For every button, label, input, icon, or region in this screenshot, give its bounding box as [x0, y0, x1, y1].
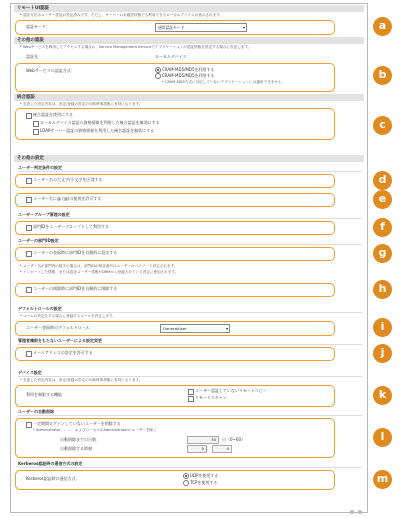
badge-b: b — [373, 66, 392, 85]
badge-f: f — [373, 218, 392, 237]
dept-auto-label: ユーザーの登録時に部門IDを自動的に設定する — [33, 250, 118, 255]
days-label: 自動削除までの日数： — [60, 437, 100, 442]
integrated-label: 統合認証を使用にする — [33, 112, 73, 117]
remote-ui-note: * 認証方法はユーザー認証が設定済みです。ただし、サーバーの未確認状態でも利用できるローカルデバイスが表示されます。 — [20, 13, 224, 17]
kerberos-udp-radio[interactable] — [183, 473, 189, 479]
autodel-note: * Administrator、……、およびローカルのAdministratorのユーザーを除く — [33, 428, 157, 432]
auth-mode-select[interactable]: 通常認証モード ▾ — [155, 23, 247, 32]
kerberos-subsection: Kerberos認証時の通信方式の設定 — [18, 461, 362, 468]
user-id-subsection: ユーザー判定条件の設定 — [18, 165, 362, 172]
badge-j: j — [373, 344, 392, 363]
default-role-label: ユーザー登録時のデフォルトロール： — [26, 325, 94, 330]
device-subsection: デバイス設定 — [18, 370, 362, 377]
group-label: 部門IDをユーザーグループとして利用する — [33, 224, 109, 229]
case-sensitive-checkbox[interactable] — [26, 178, 32, 184]
dept-delete-label: ユーザーの削除時に部門IDを自動的に削除する — [33, 286, 118, 291]
device-opt1-checkbox[interactable] — [188, 389, 194, 395]
device-note: * 変更した設定内容は、設定/登録の設定の反映時事項後に有効になります。 — [20, 378, 143, 382]
days-input[interactable]: 30 — [187, 436, 219, 444]
device-opt1-label: ユーザー認証していないリモートコピー — [195, 388, 267, 393]
kerberos-tcp-radio[interactable] — [183, 480, 189, 486]
badge-i: i — [373, 318, 392, 337]
kerberos-udp-label: UDPを使用する — [190, 473, 219, 478]
web-auth-opt1-label: CRAM-MD5/MD5を利用する — [162, 67, 215, 72]
autodel-label: 一定期間ログインしていないユーザーを削除する — [33, 421, 121, 426]
at-sign-checkbox[interactable] — [26, 197, 32, 203]
default-role-subsection: デフォルトロールの設定 — [18, 306, 362, 313]
kerberos-label: Kerberos認証時の通信方式： — [26, 476, 80, 481]
badge-m: m — [373, 470, 392, 489]
auth-mode-label: 認証モード： — [26, 24, 50, 29]
section-integrated-auth: 統合認証 — [14, 94, 364, 101]
integrated-sub2-label: LDAPサーバー認証の資格情報を利用した統合認証を無効にする — [40, 128, 155, 133]
badge-l: l — [373, 428, 392, 447]
group-subsection: ユーザーグループ管理の設定 — [18, 212, 362, 219]
integrated-checkbox[interactable] — [26, 113, 32, 119]
autodel-subsection: ユーザーの自動削除 — [18, 409, 362, 416]
integrated-note: * 変更した設定内容は、設定/登録の設定の反映時事項後に有効になります。 — [20, 102, 143, 106]
corner-dot-2 — [358, 510, 362, 514]
default-role-select[interactable]: GeneralUser ▾ — [160, 324, 230, 333]
device-label: 利用を制限する機能： — [26, 392, 66, 397]
dept-note-2: * インポートした情報、または認証ユーザー情報がDRMから登録されている設定に使用されます。 — [20, 270, 179, 274]
dept-auto-checkbox[interactable] — [26, 251, 32, 257]
time-minute-input[interactable]: 0 — [212, 445, 232, 453]
default-role-note: * ロールの設定をする場合に登録するロールを設定します。 — [20, 314, 116, 318]
admin-subsection: 管理者権限をもたないユーザーによる設定変更 — [18, 338, 362, 345]
device-opt2-checkbox[interactable] — [188, 396, 194, 402]
case-sensitive-label: ユーザー名の大文字/小文字を区別する — [33, 177, 103, 182]
section-remote-ui-auth: リモートUI認証 — [14, 5, 364, 12]
time-label: 自動削除する時刻： — [60, 446, 96, 451]
at-sign-label: ユーザー名に@ (@)の使用を許可する — [33, 196, 102, 201]
web-auth-radio-2[interactable] — [155, 73, 161, 79]
badge-c: c — [373, 116, 392, 135]
other-auth-note: * Webサービスを利用してアクセスする場合の、Service Management Serviceでアプリケーションが認証情報を設定する場合に変更します。 — [20, 45, 252, 49]
badge-e: e — [373, 190, 392, 209]
integrated-sub1-checkbox[interactable] — [33, 121, 39, 127]
device-opt2-label: リモートスキャン — [195, 395, 227, 400]
badge-h: h — [373, 280, 392, 299]
days-unit: 日（0~60） — [222, 437, 245, 442]
time-hour-input[interactable]: 0 — [187, 445, 207, 453]
badge-a: a — [373, 17, 392, 36]
dept-subsection: ユーザーの部門ID設定 — [18, 238, 362, 245]
corner-dot-1 — [350, 510, 354, 514]
section-other-auth: その他の認証 — [14, 37, 364, 44]
dept-delete-checkbox[interactable] — [26, 287, 32, 293]
web-auth-label: Webサービスの認証方式： — [26, 68, 75, 73]
dept-note-1: * ユーザー名が部門内の数字の場合は、部門IDの暗証番号はユーザーのパスワード設定されます。 — [20, 264, 178, 268]
auth-place-label: 認証先： — [26, 54, 42, 59]
section-other-settings: その他の設定 — [14, 155, 364, 162]
kerberos-tcp-label: TCPを使用する — [190, 480, 218, 485]
email-permit-label: メールアドレスの設定を許可する — [33, 350, 93, 355]
auth-place-value: ローカルデバイス — [155, 54, 187, 59]
email-permit-checkbox[interactable] — [26, 351, 32, 357]
integrated-sub2-checkbox[interactable] — [33, 129, 39, 135]
badge-k: k — [373, 386, 392, 405]
time-colon: : — [207, 446, 209, 451]
badge-d: d — [373, 171, 392, 190]
badge-g: g — [373, 244, 392, 263]
integrated-sub1-label: ローカルデバイス認証の資格情報を利用した統合認証を無効にする — [40, 120, 160, 125]
web-auth-opt-note: * CRAM-MD5方式に対応していないアプリケーションには適用できません。 — [162, 80, 286, 84]
autodel-checkbox[interactable] — [26, 422, 32, 428]
group-checkbox[interactable] — [26, 225, 32, 231]
web-auth-opt2-label: CRAM-MD5/MD5を利用する — [162, 73, 215, 78]
